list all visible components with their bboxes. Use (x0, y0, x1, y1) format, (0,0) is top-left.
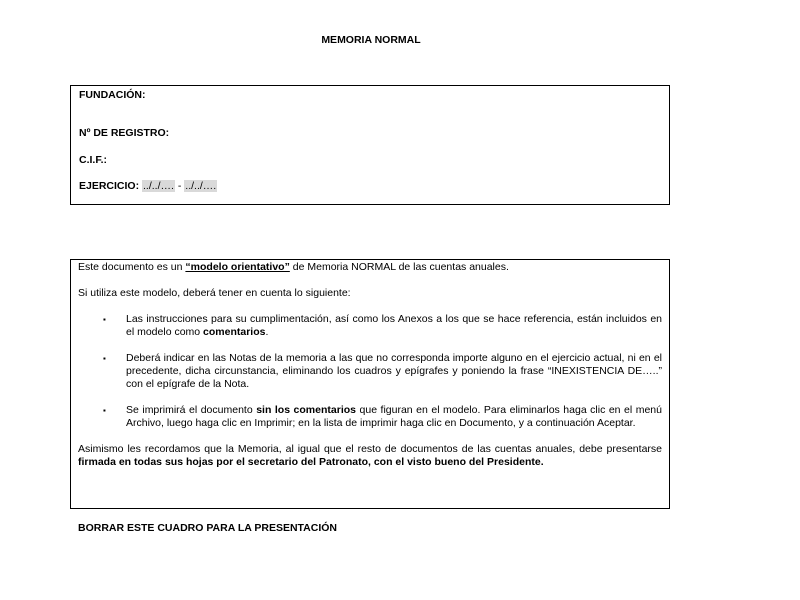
item-bold: comentarios (203, 326, 266, 338)
item-text-end: que figuran en el modelo. Para eliminarlos haga clic en el menú Archivo, luego haga clic en Imprimir; en la lista de imprimir haga clic en Documento, y a continuación Aceptar. (126, 404, 662, 429)
item-text: Se imprimirá el documento (126, 404, 257, 416)
instructions-box (70, 259, 670, 509)
reminder-paragraph (78, 443, 662, 469)
reminder-bold: firmada en todas sus hojas por el secretario del Patronato, con el visto bueno del Presidente. (78, 456, 544, 468)
reminder-text: Asimismo les recordamos que la Memoria, al igual que el resto de documentos de las cuentas anuales, debe presentarse (78, 443, 662, 455)
item-text-end: . (265, 326, 269, 338)
bullet-icon: ▪ (103, 315, 106, 324)
intro-text-end: de Memoria NORMAL de las cuentas anuales. (289, 261, 509, 273)
intro-text: Este documento es un (78, 261, 186, 273)
intro-emphasis: “modelo orientativo” (185, 261, 290, 273)
header-form-box (70, 85, 670, 205)
intro-paragraph (78, 261, 662, 274)
list-item (78, 313, 662, 339)
bullet-icon: ▪ (103, 354, 106, 363)
fundacion-label: FUNDACIÓN: (79, 89, 146, 101)
usage-paragraph: Si utiliza este modelo, deberá tener en cuenta lo siguiente: (78, 287, 351, 299)
registro-label: Nº DE REGISTRO: (79, 127, 170, 139)
instructions-list (78, 313, 662, 430)
list-item (78, 352, 662, 391)
page-title: MEMORIA NORMAL (321, 34, 421, 46)
footer-note: BORRAR ESTE CUADRO PARA LA PRESENTACIÓN (78, 522, 338, 534)
item-text: Las instrucciones para su cumplimentación, así como los Anexos a los que se hace referencia, están incluidos en el modelo como (126, 313, 662, 338)
ejercicio-row (79, 180, 217, 192)
bullet-icon: ▪ (103, 406, 106, 415)
list-item (78, 404, 662, 430)
ejercicio-separator: - (174, 180, 185, 192)
ejercicio-to-field[interactable]: ../../…. (185, 180, 217, 192)
cif-label: C.I.F.: (79, 154, 107, 166)
ejercicio-from-field[interactable]: ../../…. (143, 180, 174, 192)
ejercicio-label: EJERCICIO: (79, 180, 140, 192)
item-bold: sin los comentarios (256, 404, 356, 416)
item-text: Deberá indicar en las Notas de la memoria a las que no corresponda importe alguno en el ejercicio actual, ni en el precedente, dicha circunstancia, eliminando los cuadros y epígrafes y poniendo la frase “INEXISTENCIA DE…..” con el epígrafe de la Nota. (126, 352, 662, 390)
